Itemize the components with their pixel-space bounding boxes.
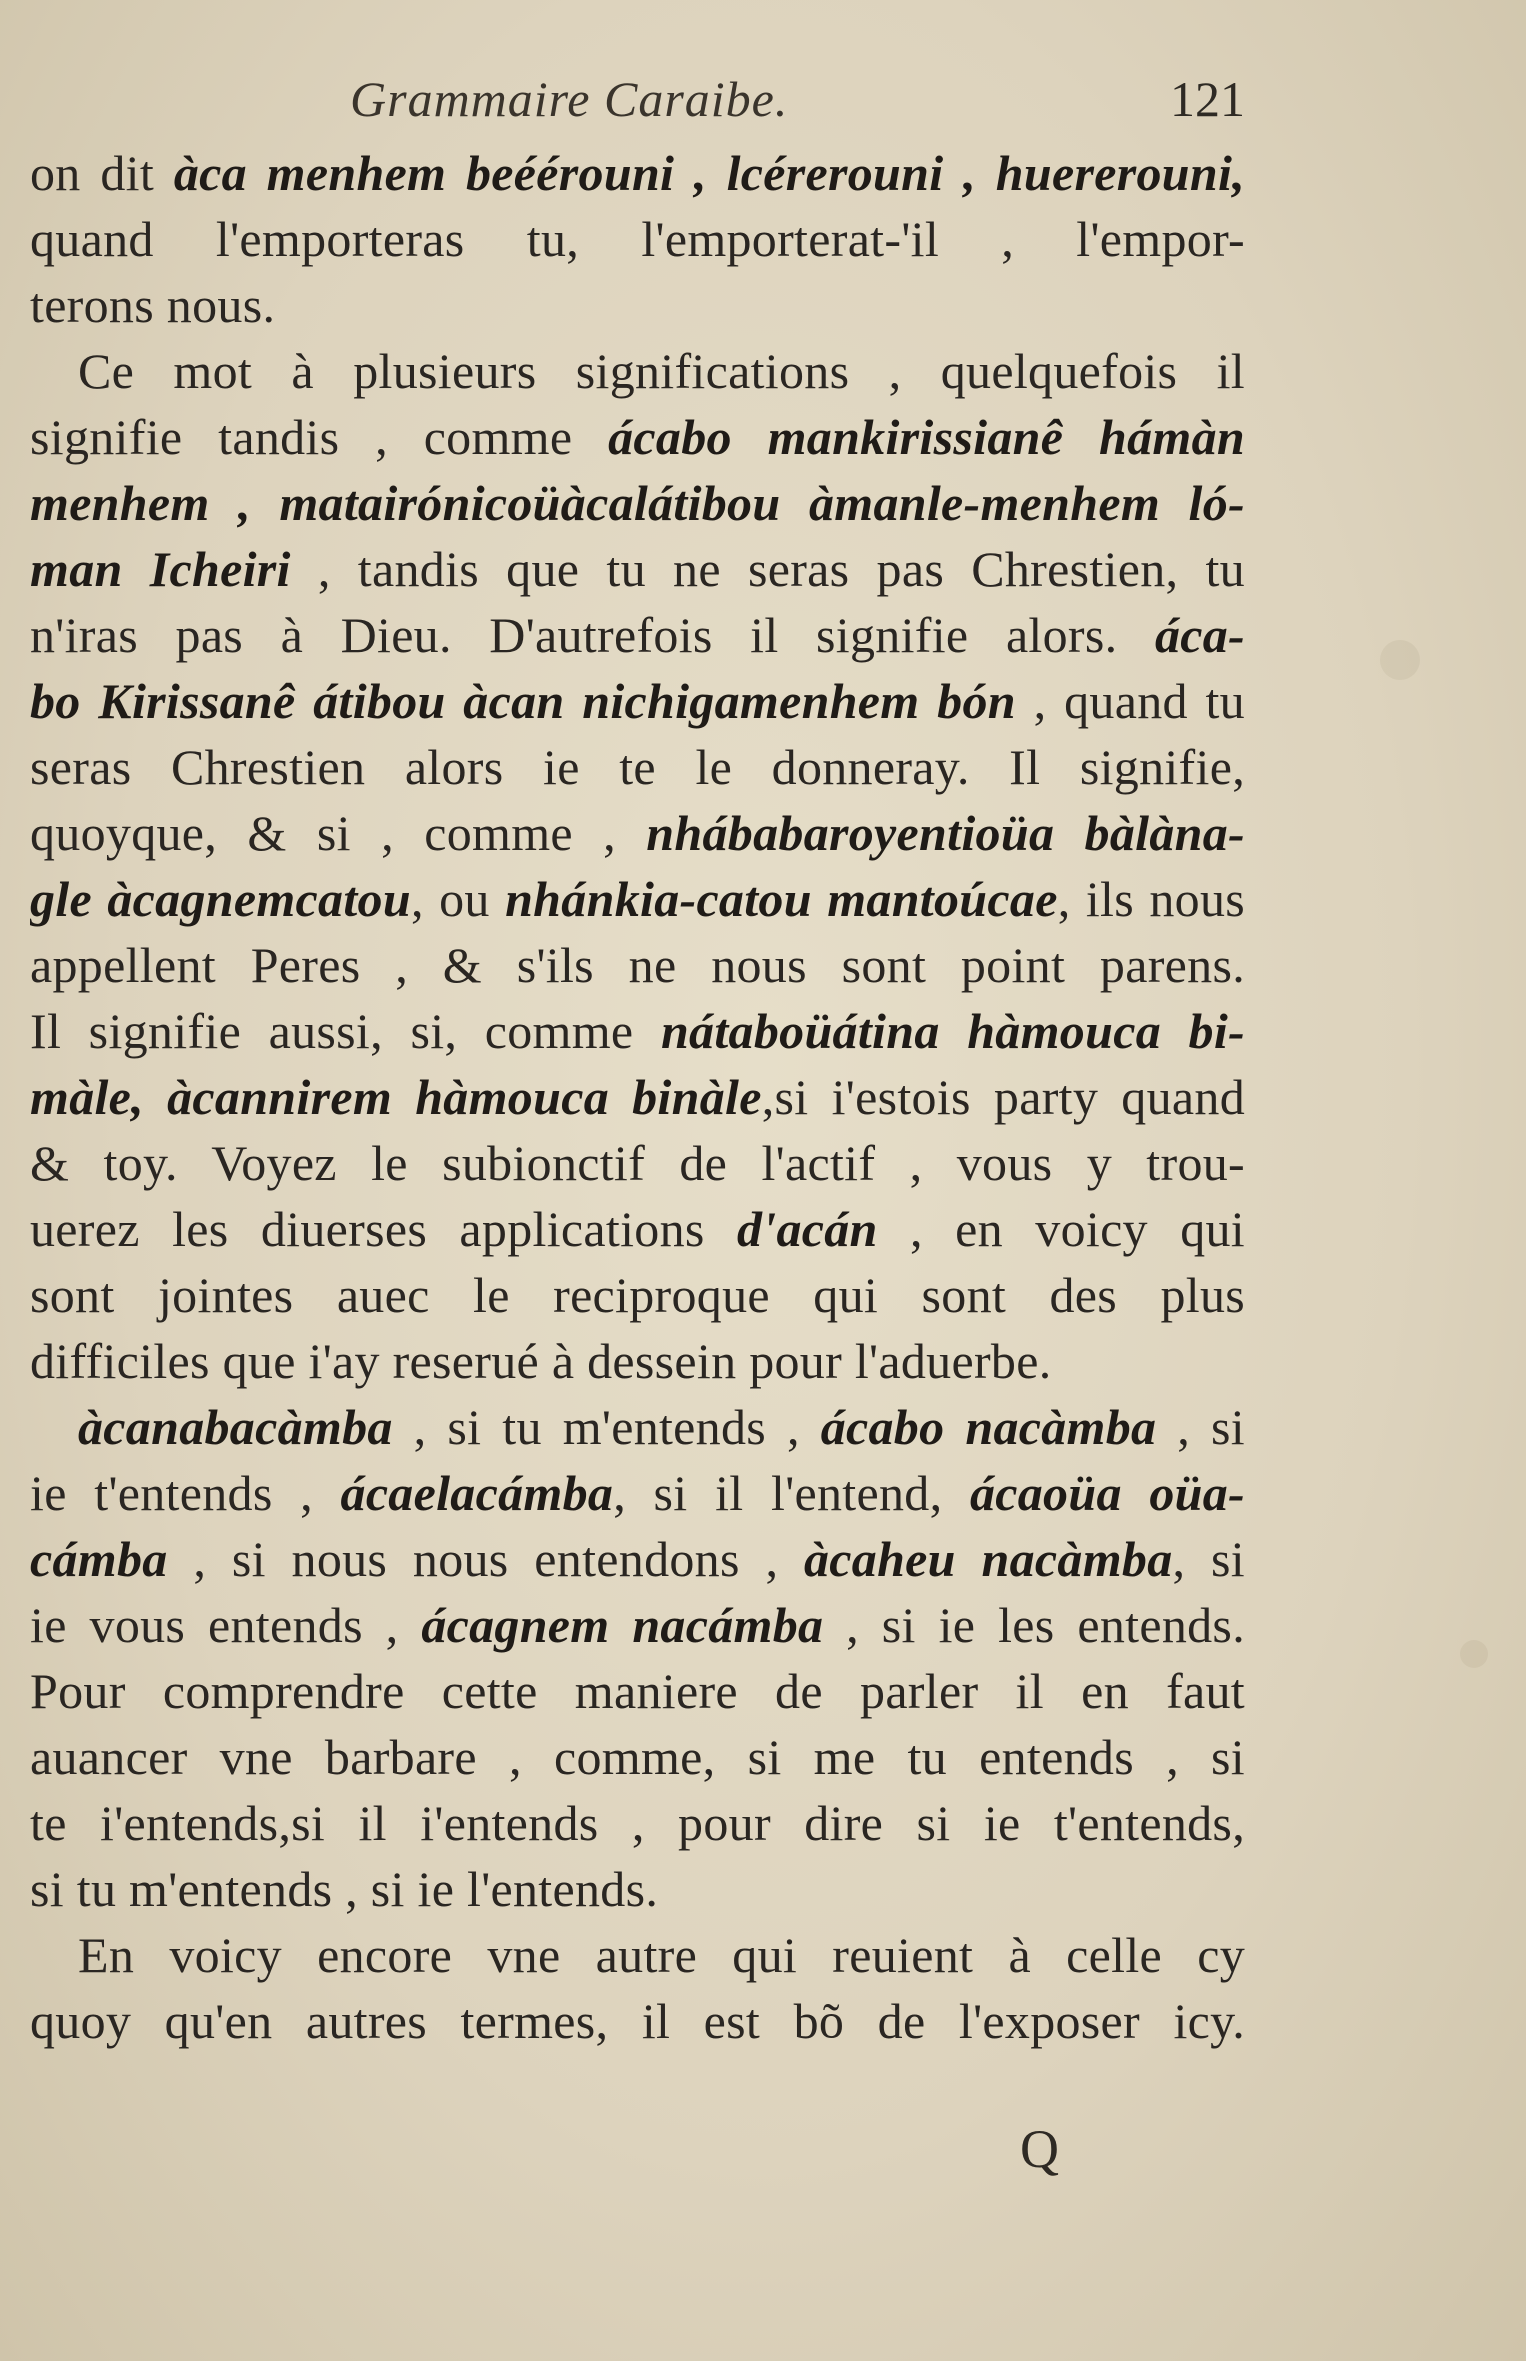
french-text: , quand tu — [1015, 673, 1245, 729]
french-text: Ce mot à plusieurs significations , quelquefois il — [78, 343, 1245, 399]
french-text: seras Chrestien alors ie te le donneray. Il signifie, — [30, 739, 1245, 795]
text-line — [30, 272, 1245, 338]
french-text: & toy. Voyez le subionctif de l'actif , vous y trou- — [30, 1135, 1245, 1191]
text-line — [30, 206, 1245, 272]
text-line — [30, 1130, 1245, 1196]
french-text: Pour comprendre cette maniere de parler il en faut — [30, 1663, 1245, 1719]
paper-stain — [1460, 1640, 1488, 1668]
french-text: , en voicy qui — [877, 1201, 1245, 1257]
carib-term: nátaboüátina hàmouca bi- — [660, 1003, 1245, 1059]
carib-term: àcanabacàmba — [78, 1399, 393, 1455]
text-line — [30, 668, 1245, 734]
text-line — [30, 140, 1245, 206]
french-text: on dit — [30, 145, 174, 201]
french-text: Il signifie aussi, si, comme — [30, 1003, 661, 1059]
text-line — [30, 932, 1245, 998]
carib-term: ácaelacámba — [340, 1465, 614, 1521]
french-text: quoy qu'en autres termes, il est bõ de l'exposer icy. — [30, 1993, 1245, 2049]
text-line — [30, 1460, 1245, 1526]
text-line — [30, 1394, 1245, 1460]
text-line — [30, 1064, 1245, 1130]
text-line — [30, 1724, 1245, 1790]
carib-term: gle àcagnemcatou — [30, 871, 411, 927]
carib-term: d'acán — [736, 1201, 878, 1257]
text-line — [30, 1526, 1245, 1592]
carib-term: bo Kirissanê átibou àcan nichigamenhem bón — [30, 673, 1016, 729]
french-text: sont jointes auec le reciproque qui sont des plus — [30, 1267, 1245, 1323]
french-text: , si — [1172, 1531, 1245, 1587]
french-text: quand l'emporteras tu, l'emporterat-'il , l'empor- — [30, 211, 1245, 267]
text-line — [30, 602, 1245, 668]
paper-stain — [1380, 640, 1420, 680]
french-text: , si ie les entends. — [823, 1597, 1245, 1653]
french-text: difficiles que i'ay reserué à dessein pour l'aduerbe. — [30, 1333, 1052, 1389]
page-number: 121 — [1170, 71, 1245, 127]
french-text: ie t'entends , — [30, 1465, 341, 1521]
text-line — [30, 1262, 1245, 1328]
catchword: Q — [1020, 2119, 1059, 2179]
text-line — [30, 998, 1245, 1064]
french-text: signifie tandis , comme — [30, 409, 609, 465]
text-line — [30, 734, 1245, 800]
text-line — [30, 404, 1245, 470]
french-text: uerez les diuerses applications — [30, 1201, 737, 1257]
carib-term: ácaoüa oüa- — [969, 1465, 1245, 1521]
french-text: quoyque, & si , comme , — [30, 805, 647, 861]
text-line — [30, 1856, 1245, 1922]
carib-term: àcaheu nacàmba — [803, 1531, 1173, 1587]
carib-term: ácabo mankirissianê hámàn — [608, 409, 1245, 465]
text-line — [30, 1196, 1245, 1262]
french-text: ,si i'estois party quand — [761, 1069, 1245, 1125]
text-line — [30, 1790, 1245, 1856]
carib-term: nhábabaroyentioüa bàlàna- — [646, 805, 1245, 861]
carib-term: nhánkia-catou mantoúcae — [505, 871, 1058, 927]
text-line — [30, 1328, 1245, 1394]
french-text: , si nous nous entendons , — [167, 1531, 804, 1587]
text-line — [30, 866, 1245, 932]
text-line — [30, 800, 1245, 866]
french-text: En voicy encore vne autre qui reuient à celle cy — [78, 1927, 1245, 1983]
carib-term: ácagnem nacámba — [421, 1597, 824, 1653]
text-line — [30, 536, 1245, 602]
french-text: n'iras pas à Dieu. D'autrefois il signifie alors. — [30, 607, 1155, 663]
french-text: te i'entends,si il i'entends , pour dire si ie t'entends, — [30, 1795, 1245, 1851]
carib-term: áca- — [1154, 607, 1245, 663]
text-line — [30, 470, 1245, 536]
french-text: ie vous entends , — [30, 1597, 422, 1653]
carib-term: cámba — [30, 1531, 168, 1587]
text-line — [30, 1658, 1245, 1724]
french-text: , ou — [410, 871, 506, 927]
carib-term: ácabo nacàmba — [820, 1399, 1157, 1455]
text-line — [30, 1592, 1245, 1658]
text-line — [30, 1988, 1245, 2054]
french-text: , tandis que tu ne seras pas Chrestien, tu — [290, 541, 1245, 597]
text-line — [30, 338, 1245, 404]
french-text: appellent Peres , & s'ils ne nous sont point parens. — [30, 937, 1245, 993]
french-text: , si tu m'entends , — [392, 1399, 821, 1455]
page-header — [30, 70, 1245, 140]
french-text: auancer vne barbare , comme, si me tu entends , si — [30, 1729, 1245, 1785]
body-text — [30, 140, 1245, 2054]
text-line — [30, 1922, 1245, 1988]
carib-term: àca menhem beéérouni , lcérerouni , huererouni, — [173, 145, 1245, 201]
running-title: Grammaire Caraibe. — [350, 71, 789, 127]
carib-term: menhem , matairónicoüàcalátibou àmanle-menhem ló- — [30, 475, 1245, 531]
carib-term: màle, àcannirem hàmouca binàle — [30, 1069, 762, 1125]
french-text: terons nous. — [30, 277, 276, 333]
french-text: , ils nous — [1057, 871, 1245, 927]
french-text: , si il l'entend, — [613, 1465, 970, 1521]
french-text: si tu m'entends , si ie l'entends. — [30, 1861, 659, 1917]
carib-term: man Icheiri — [30, 541, 291, 597]
french-text: , si — [1156, 1399, 1245, 1455]
